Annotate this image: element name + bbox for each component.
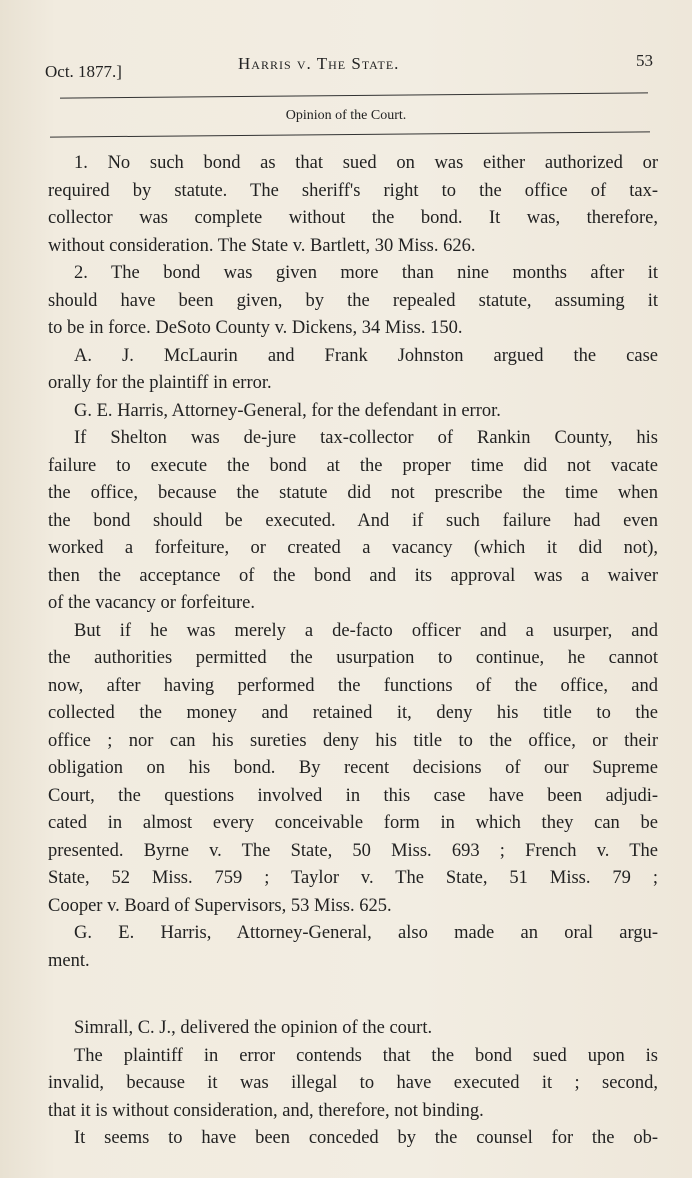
text-line: 1. No such bond as that sued on was either authorized or bbox=[74, 153, 658, 173]
text-line: ment. bbox=[48, 950, 90, 971]
body-text bbox=[48, 150, 658, 1153]
text-line: the bond should be executed. And if such failure had even bbox=[48, 510, 658, 531]
text-line: required by statute. The sheriff's right to the office of tax- bbox=[48, 180, 658, 201]
text-line: the office, because the statute did not prescribe the time when bbox=[48, 483, 658, 503]
text-line: Court, the questions involved in this case have been adjudi- bbox=[48, 785, 658, 806]
text-line: If Shelton was de-jure tax-collector of Rankin County, his bbox=[74, 428, 658, 448]
text-line: 2. The bond was given more than nine months after it bbox=[74, 263, 658, 283]
text-line: G. E. Harris, Attorney-General, for the defendant in error. bbox=[74, 400, 501, 421]
text-line: failure to execute the bond at the proper time did not vacate bbox=[48, 455, 658, 476]
text-line: should have been given, by the repealed statute, assuming it bbox=[48, 290, 658, 311]
text-line: without consideration. The State v. Bartlett, 30 Miss. 626. bbox=[48, 235, 476, 256]
header-date: Oct. 1877.] bbox=[45, 62, 122, 81]
text-line: Cooper v. Board of Supervisors, 53 Miss. 625. bbox=[48, 895, 392, 916]
text-line: office ; nor can his sureties deny his title to the office, or their bbox=[48, 730, 658, 751]
text-line: G. E. Harris, Attorney-General, also made an oral argu- bbox=[74, 923, 658, 943]
text-line: the authorities permitted the usurpation to continue, he cannot bbox=[48, 648, 658, 668]
text-line: State, 52 Miss. 759 ; Taylor v. The State, 51 Miss. 79 ; bbox=[48, 868, 658, 888]
text-line: collector was complete without the bond. It was, therefore, bbox=[48, 208, 658, 228]
text-line: worked a forfeiture, or created a vacancy (which it did not), bbox=[48, 538, 658, 558]
text-line: But if he was merely a de-facto officer and a usurper, and bbox=[74, 620, 658, 641]
text-line: to be in force. DeSoto County v. Dickens, 34 Miss. 150. bbox=[48, 318, 463, 338]
header-rule bbox=[60, 92, 648, 98]
text-line: cated in almost every conceivable form in which they can be bbox=[48, 813, 658, 833]
opinion-text-line: invalid, because it was illegal to have executed it ; second, bbox=[48, 1073, 658, 1093]
opinion-lines bbox=[48, 1015, 658, 1153]
opinion-text-line: Simrall, C. J., delivered the opinion of the court. bbox=[74, 1018, 433, 1038]
argument-lines bbox=[48, 150, 658, 975]
text-line: of the vacancy or forfeiture. bbox=[48, 593, 255, 613]
running-header bbox=[45, 48, 655, 82]
text-line: A. J. McLaurin and Frank Johnston argued the case bbox=[74, 345, 658, 366]
text-line: obligation on his bond. By recent decisions of our Supreme bbox=[48, 758, 658, 778]
section-subheading: Opinion of the Court. bbox=[285, 108, 407, 123]
text-line: orally for the plaintiff in error. bbox=[48, 373, 272, 393]
subheading-rule bbox=[50, 131, 650, 137]
page-number: 53 bbox=[636, 51, 653, 70]
text-line: collected the money and retained it, deny his title to the bbox=[48, 703, 658, 723]
opinion-text-line: It seems to have been conceded by the counsel for the ob- bbox=[74, 1128, 658, 1148]
opinion-text-line: that it is without consideration, and, therefore, not binding. bbox=[48, 1100, 484, 1121]
opinion-text-line: The plaintiff in error contends that the bond sued upon is bbox=[74, 1045, 658, 1066]
section-gap bbox=[48, 975, 658, 1015]
text-line: then the acceptance of the bond and its approval was a waiver bbox=[48, 565, 658, 586]
header-case-title: Harris v. The State. bbox=[238, 54, 400, 73]
text-line: presented. Byrne v. The State, 50 Miss. 693 ; French v. The bbox=[48, 840, 658, 861]
text-line: now, after having performed the functions of the office, and bbox=[48, 675, 658, 696]
